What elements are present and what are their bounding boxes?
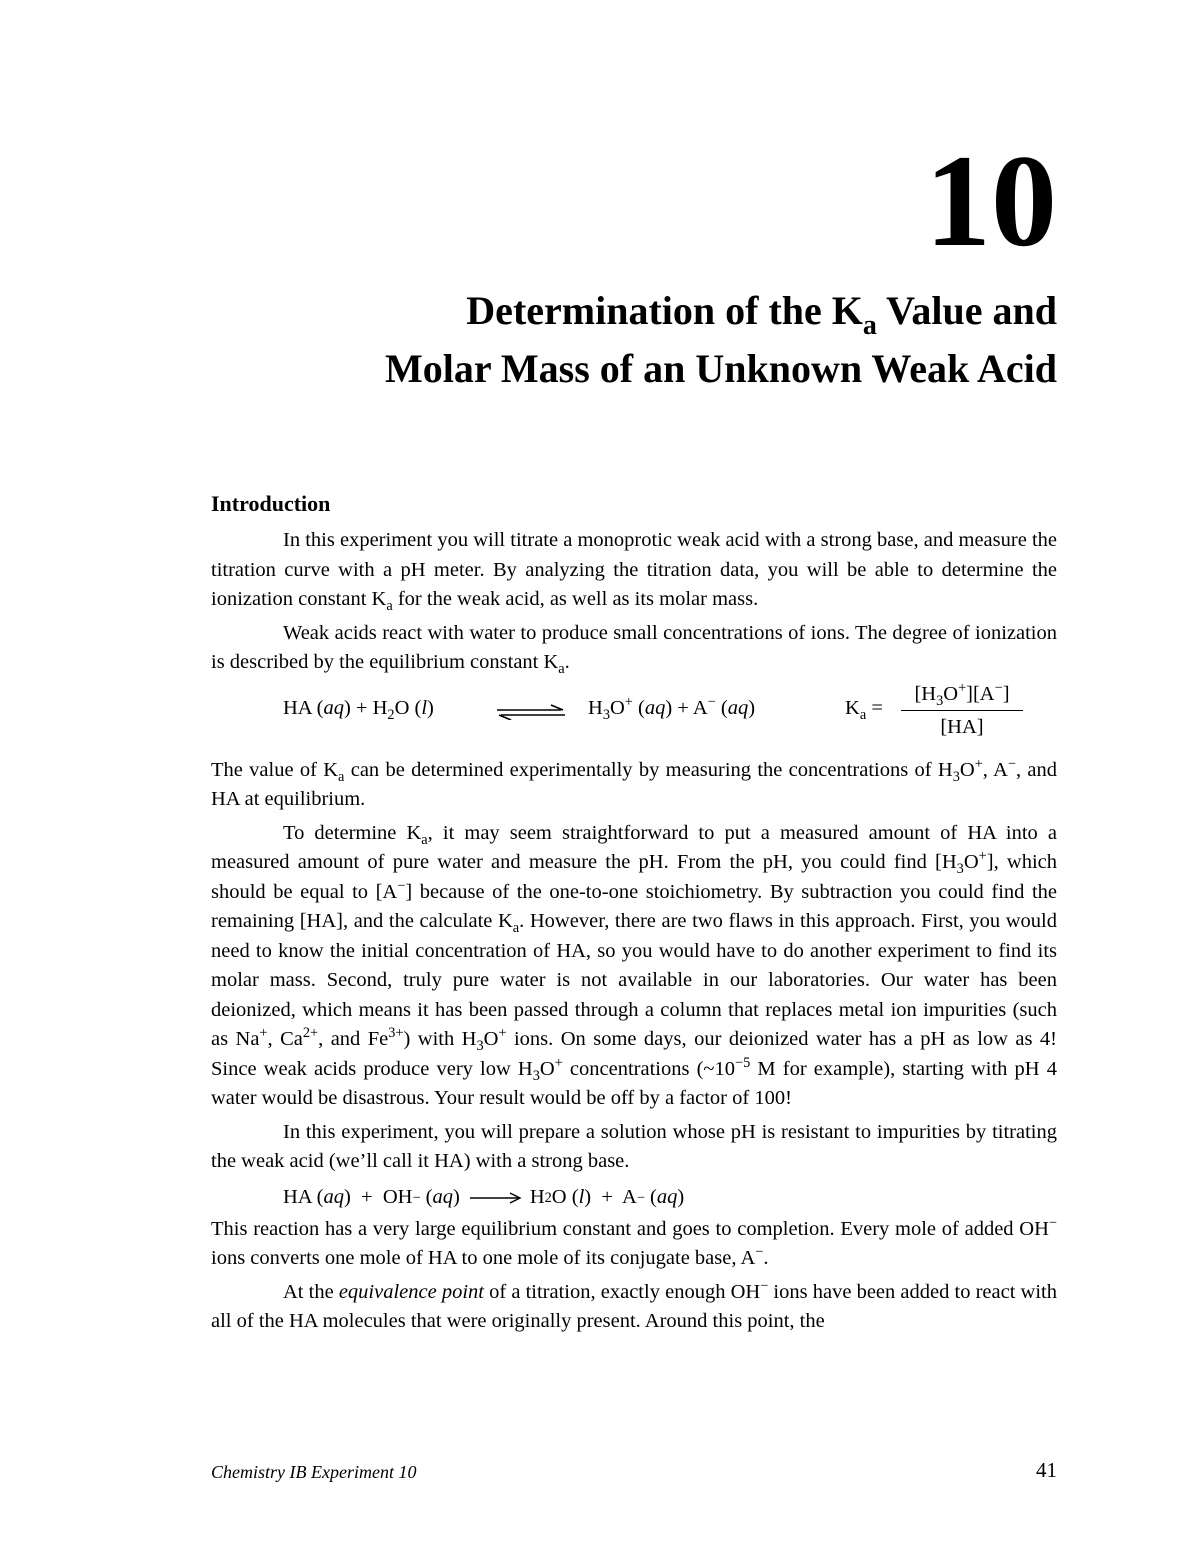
fraction-denominator: [HA] xyxy=(940,715,984,738)
page-title xyxy=(157,282,1057,398)
chapter-number: 10 xyxy=(925,127,1057,274)
equilibrium-equation xyxy=(211,680,1057,754)
paragraph-6: This reaction has a very large equilibrium constant and goes to completion. Every mole of added OH− ions converts one mole of HA to one mole of its conjugate base, A−. xyxy=(211,1214,1057,1269)
fraction-numerator: $[H_3O^+][A^-]$ xyxy=(914,679,1010,709)
ka-fraction xyxy=(901,680,1023,741)
reaction-arrow-icon xyxy=(468,1192,522,1204)
paragraph-3: The value of $K_a$ can be determined experimentally by measuring the concentrations of $H_3O^+$, A−, and HA at equilibrium. xyxy=(211,755,1058,810)
title-line-1: Determination of the $K_a$ Value and xyxy=(466,288,1057,341)
paragraph-7: At the equivalence point of a titration, exactly enough OH− ions have been added to react with all of the HA molecules that were originally present. Around this point, the xyxy=(211,1277,1057,1332)
paragraph-2: Weak acids react with water to produce small concentrations of ions. The degree of ionization is described by the equilibrium constant $K_a$. xyxy=(211,621,1057,678)
equation-products: $H_3O^+$ (aq) + A− (aq) xyxy=(588,693,756,723)
ka-label: $K_a$ = xyxy=(845,696,883,723)
paragraph-5: In this experiment, you will prepare a solution whose pH is resistant to impurities by titrating the weak acid (we’ll call it HA) with a strong base. xyxy=(211,1120,1057,1172)
main-content xyxy=(211,488,1057,1337)
section-heading: Introduction xyxy=(211,491,331,516)
paragraph-4: To determine $K_a$, it may seem straightforward to put a measured amount of HA into a measured amount of pure water and measure the pH. From the pH, you could find $[H_3O^+]$, which should be equal to [A−] because of the one-to-one stoichiometry. By subtraction you could find the remaining [HA], and the calculate $K_a$. However, there are two flaws in this approach. First, you would need to know the initial concentration of HA, so you would have to do another experiment to find its molar mass. Second, truly pure water is not available in our laboratories. Our water has been deionized, which means it has been passed through a column that replaces metal ion impurities (such as Na+, $Ca^{2+}$, and $Fe^{3+}$) with $H_3O^+$ ions. On some days, our deionized water has a pH as low as 4! Since weak acids produce very low $H_3O^+$ concentrations ($\sim 10^{-5}$ M for example), starting with pH 4 water would be disastrous. Your result would be off by a factor of 100! xyxy=(211,821,1058,1109)
neutralization-equation: HA ( aq ) + OH − ( aq ) H 2 O ( l ) + A − ( aq ) xyxy=(283,1185,685,1208)
page-number: 41 xyxy=(1036,1458,1057,1482)
paragraph-1: In this experiment you will titrate a monoprotic weak acid with a strong base, and measure the titration curve with a pH meter. By analyzing the titration data, you will be able to determine the ionization constant $K_a$ for the weak acid, as well as its molar mass. xyxy=(211,529,1057,615)
fraction-bar xyxy=(901,710,1023,711)
equilibrium-arrows-icon xyxy=(495,704,567,720)
footer-course-label: Chemistry IB Experiment 10 xyxy=(211,1462,417,1482)
title-line-2: Molar Mass of an Unknown Weak Acid xyxy=(385,346,1057,391)
equation-reactants: HA $(aq) + H_2O$ (l) xyxy=(283,696,434,723)
